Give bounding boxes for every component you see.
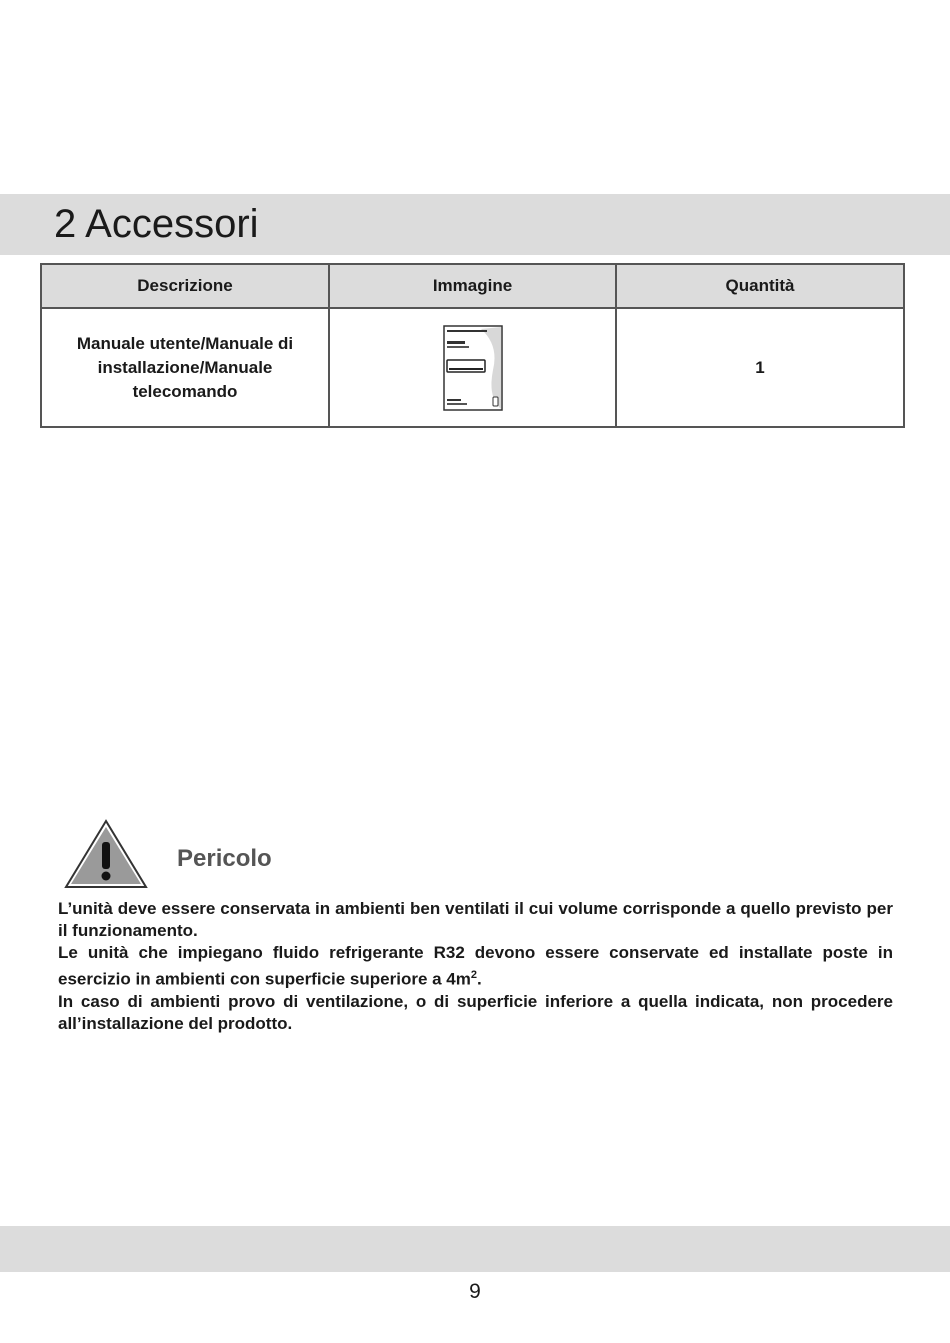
danger-text	[58, 898, 893, 1035]
danger-paragraph: L’unità deve essere conservata in ambienti ben ventilati il cui volume corrisponde a quello previsto per il funzionamento.	[58, 899, 893, 940]
column-header-image: Immagine	[329, 264, 616, 308]
danger-paragraph: In caso di ambienti provo di ventilazione, o di superficie inferiore a quella indicata, non procedere all’installazione del prodotto.	[58, 991, 893, 1033]
warning-triangle-icon	[64, 818, 148, 890]
manual-booklet-icon	[443, 325, 503, 411]
description-line: Manuale utente/Manuale di	[76, 333, 294, 353]
danger-title: Pericolo	[177, 845, 272, 872]
column-header-description: Descrizione	[41, 264, 329, 308]
description-line: installazione/Manuale	[97, 357, 273, 377]
sentence-end: .	[477, 969, 482, 989]
accessories-table	[40, 263, 905, 428]
danger-paragraph-text: Le unità che impiegano fluido refrigerante R32 devono essere conservate ed installate poste in esercizio in ambienti con superficie superiore a 4m	[58, 943, 893, 989]
description-line: telecomando	[132, 381, 238, 401]
section-title: 2 Accessori	[54, 202, 259, 246]
quantity-cell: 1	[616, 308, 904, 427]
column-header-quantity: Quantità	[616, 264, 904, 308]
danger-paragraph	[58, 942, 893, 991]
footer-band	[0, 1226, 950, 1272]
page-number: 9	[469, 1280, 481, 1303]
table-header-row	[41, 264, 904, 308]
superscript: 2	[470, 969, 477, 981]
table-row	[41, 308, 904, 427]
description-cell	[41, 308, 329, 427]
image-cell	[329, 308, 616, 427]
